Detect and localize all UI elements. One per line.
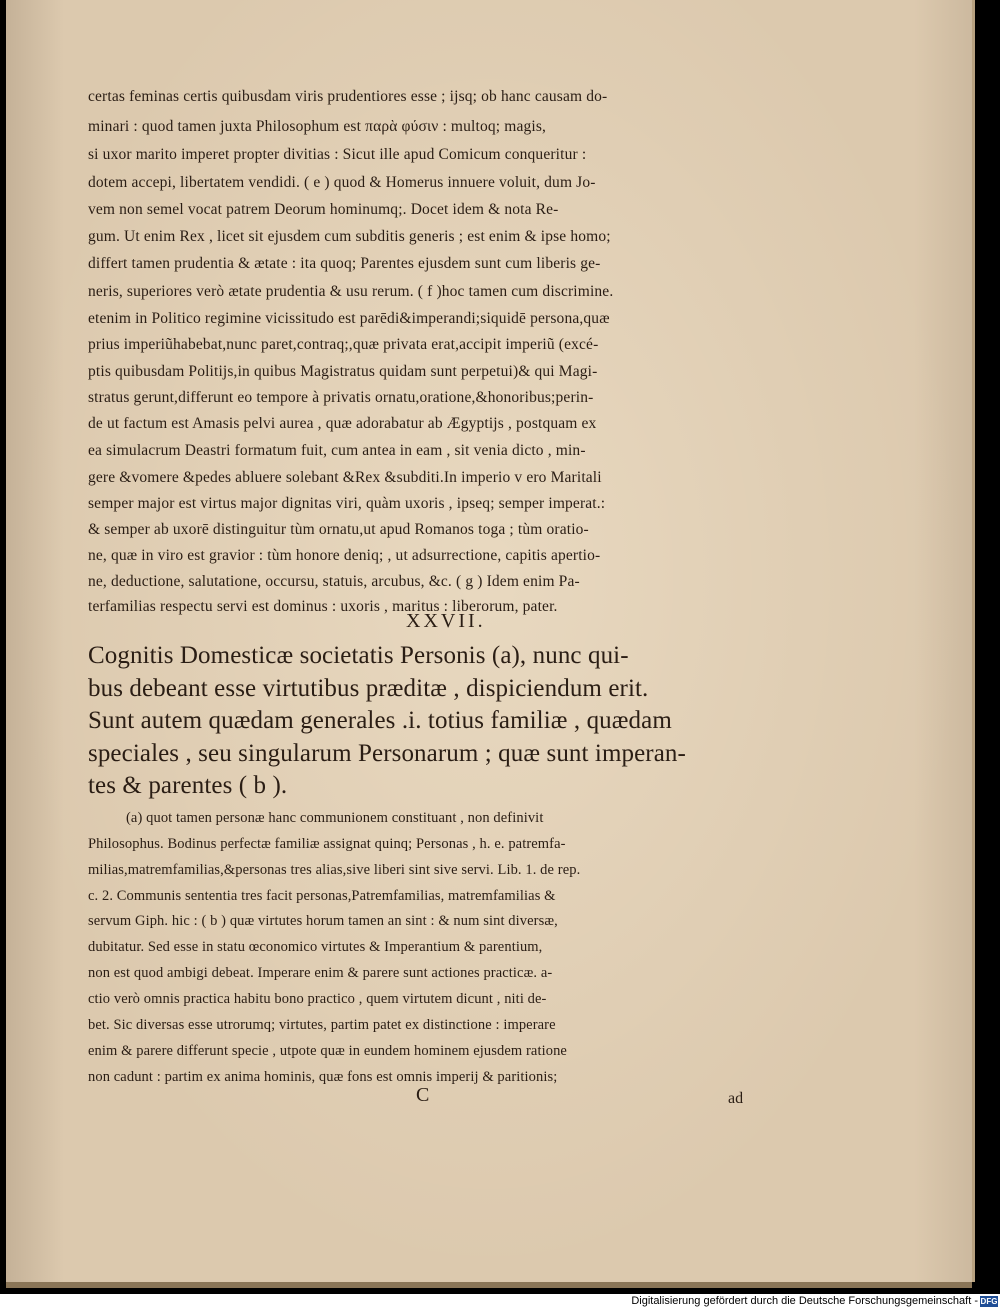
text-line: & semper ab uxorē distinguitur tùm ornatu,ut apud Romanos toga ; tùm oratio-: [88, 521, 589, 538]
text-line: vem non semel vocat patrem Deorum hominumq;. Docet idem & nota Re-: [88, 201, 559, 218]
text-line: bet. Sic diversas esse utrorumq; virtutes, partim patet ex distinctione : imperare: [88, 1017, 556, 1033]
book-page: [6, 0, 975, 1282]
text-line: differt tamen prudentia & ætate : ita quoq; Parentes ejusdem sunt cum liberis ge-: [88, 255, 601, 272]
text-line: etenim in Politico regimine vicissitudo est parēdi&imperandi;siquidē persona,quæ: [88, 310, 610, 327]
text-line: tes & parentes ( b ).: [88, 772, 288, 799]
text-line: ne, deductione, salutatione, occursu, statuis, arcubus, &c. ( g ) Idem enim Pa-: [88, 573, 580, 590]
dfg-logo: DFG: [980, 1297, 998, 1306]
text-line: certas feminas certis quibusdam viris prudentiores esse ; ijsq; ob hanc causam do-: [88, 88, 608, 105]
text-line: minari : quod tamen juxta Philosophum est παρὰ φύσιν : multoq; magis,: [88, 118, 547, 135]
text-line: gere &vomere &pedes abluere solebant &Rex &subditi.In imperio v ero Maritali: [88, 469, 602, 486]
text-line: prius imperiũhabebat,nunc paret,contraq;,quæ privata erat,accipit imperiũ (excé-: [88, 336, 599, 353]
text-line: neris, superiores verò ætate prudentia & usu rerum. ( f )hoc tamen cum discrimine.: [88, 283, 614, 300]
funding-credit: Digitalisierung gefördert durch die Deutsche Forschungsgemeinschaft -: [631, 1295, 978, 1307]
text-line: Sunt autem quædam generales .i. totius familiæ , quædam: [88, 707, 672, 734]
section-heading: XXVII.: [406, 610, 486, 632]
text-line: non est quod ambigi debeat. Imperare enim & parere sunt actiones practicæ. a-: [88, 965, 553, 981]
text-line: semper major est virtus major dignitas viri, quàm uxoris , ipseq; semper imperat.:: [88, 495, 606, 512]
text-line: stratus gerunt,differunt eo tempore à privatis ornatu,oratione,&honoribus;perin-: [88, 389, 594, 406]
text-line: terfamilias respectu servi est dominus : uxoris , maritus : liberorum, pater.: [88, 598, 558, 615]
text-line: (a) quot tamen personæ hanc communionem constituant , non definivit: [126, 810, 544, 826]
footer-bar: [0, 1294, 1000, 1310]
signature-mark: C: [416, 1084, 430, 1106]
text-line: ea simulacrum Deastri formatum fuit, cum antea in eam , sit venia dicto , min-: [88, 442, 586, 459]
text-line: ptis quibusdam Politijs,in quibus Magistratus quidam sunt perpetui)& qui Magi-: [88, 363, 598, 380]
text-line: c. 2. Communis sententia tres facit personas,Patremfamilias, matremfamilias &: [88, 888, 556, 904]
page-bottom-edge: [6, 1282, 972, 1288]
text-line: Philosophus. Bodinus perfectæ familiæ assignat quinq; Personas , h. e. patremfa-: [88, 836, 566, 852]
catchword: ad: [728, 1090, 744, 1107]
text-line: milias,matremfamilias,&personas tres alias,sive liberi sint sive servi. Lib. 1. de rep.: [88, 862, 581, 878]
text-line: si uxor marito imperet propter divitias : Sicut ille apud Comicum conqueritur :: [88, 146, 587, 163]
text-line: ne, quæ in viro est gravior : tùm honore deniq; , ut adsurrectione, capitis apertio-: [88, 547, 601, 564]
text-line: servum Giph. hic : ( b ) quæ virtutes horum tamen an sint : & num sint diversæ,: [88, 913, 558, 929]
text-line: gum. Ut enim Rex , licet sit ejusdem cum subditis generis ; est enim & ipse homo;: [88, 228, 611, 245]
text-line: speciales , seu singularum Personarum ; quæ sunt imperan-: [88, 740, 686, 767]
text-line: ctio verò omnis practica habitu bono practico , quem virtutem dicunt , niti de-: [88, 991, 547, 1007]
text-line: dotem accepi, libertatem vendidi. ( e ) quod & Homerus innuere voluit, dum Jo-: [88, 174, 596, 191]
text-line: dubitatur. Sed esse in statu œconomico virtutes & Imperantium & parentium,: [88, 939, 543, 955]
text-line: bus debeant esse virtutibus præditæ , dispiciendum erit.: [88, 675, 649, 702]
text-line: de ut factum est Amasis pelvi aurea , quæ adorabatur ab Ægyptijs , postquam ex: [88, 415, 597, 432]
text-line: enim & parere differunt specie , utpote quæ in eundem hominem ejusdem ratione: [88, 1043, 567, 1059]
text-line: Cognitis Domesticæ societatis Personis (a), nunc qui-: [88, 642, 629, 669]
text-line: non cadunt : partim ex anima hominis, quæ fons est omnis imperij & paritionis;: [88, 1069, 558, 1085]
